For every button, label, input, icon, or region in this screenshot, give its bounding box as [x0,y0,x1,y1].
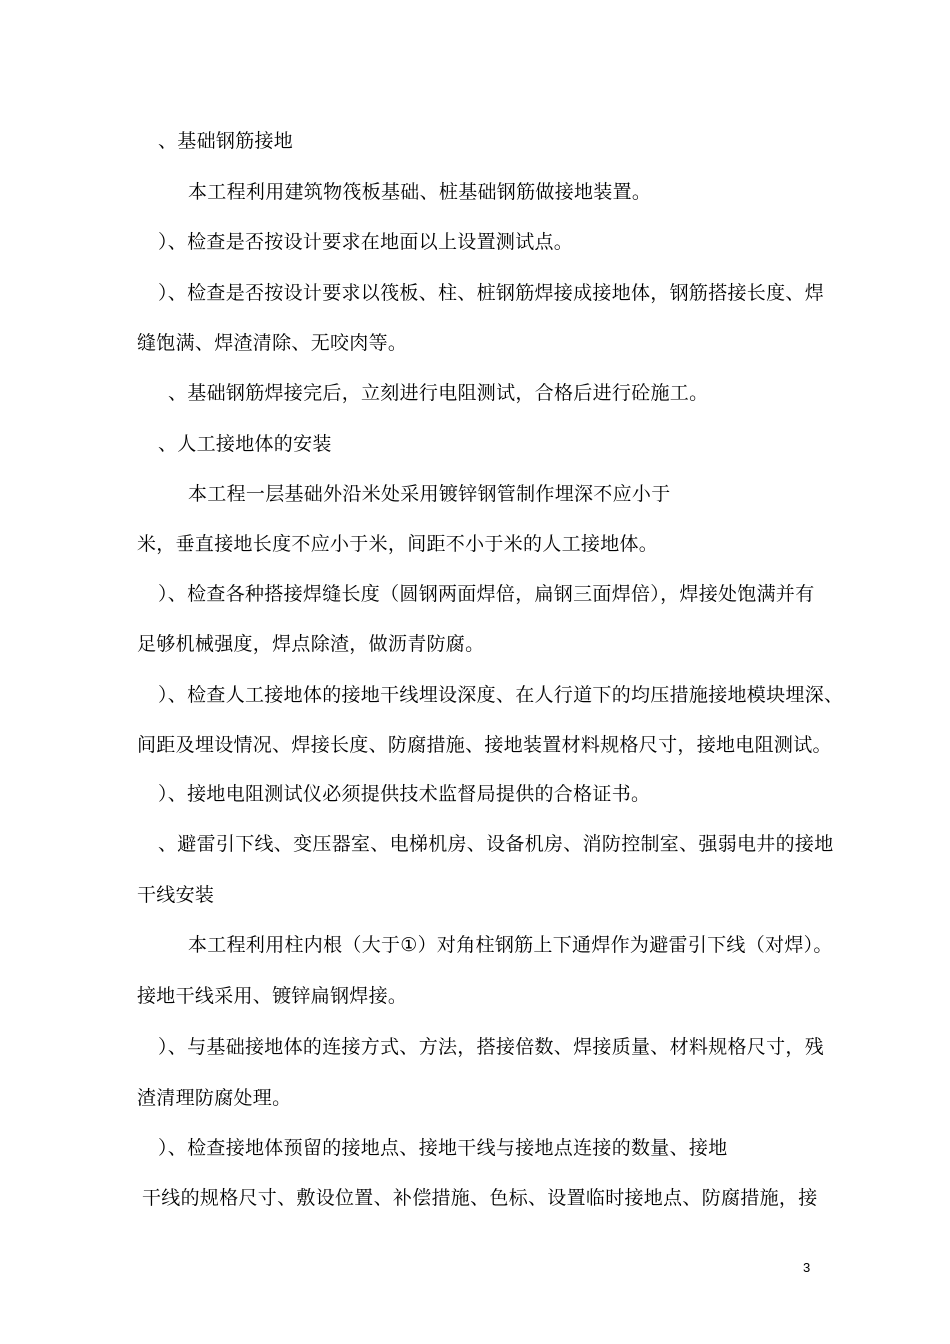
text-line-5: 缝饱满、焊渣清除、无咬肉等。 [137,332,408,354]
text-line-7: 、人工接地体的安装 [158,433,332,455]
text-line-12: ）、检查人工接地体的接地干线埋设深度、在人行道下的均压措施接地模块埋深、 [158,684,844,706]
text-line-4: ）、检查是否按设计要求以筏板、柱、桩钢筋焊接成接地体，钢筋搭接长度、焊 [158,282,825,304]
text-line-20: 渣清理防腐处理。 [137,1087,292,1109]
text-line-14: ）、接地电阻测试仪必须提供技术监督局提供的合格证书。 [158,783,651,805]
text-line-9: 米，垂直接地长度不应小于米，间距不小于米的人工接地体。 [137,533,659,555]
text-line-21: ）、检查接地体预留的接地点、接地干线与接地点连接的数量、接地 [158,1137,728,1159]
text-line-13: 间距及埋设情况、焊接长度、防腐措施、接地装置材料规格尺寸，接地电阻测试。 [137,734,832,756]
page-number: 3 [803,1260,811,1275]
text-line-18: 接地干线采用、镀锌扁钢焊接。 [137,985,408,1007]
text-line-2: 本工程利用建筑物筏板基础、桩基础钢筋做接地装置。 [188,181,652,203]
text-line-1: 、基础钢筋接地 [158,130,294,152]
text-line-22: 干线的规格尺寸、敷设位置、补偿措施、色标、设置临时接地点、防腐措施，接 [142,1187,818,1209]
text-line-10: ）、检查各种搭接焊缝长度（圆钢两面焊倍，扁钢三面焊倍），焊接处饱满并有 [158,583,815,605]
text-line-3: ）、检查是否按设计要求在地面以上设置测试点。 [158,231,574,253]
text-line-15: 、避雷引下线、变压器室、电梯机房、设备机房、消防控制室、强弱电井的接地 [158,833,834,855]
text-line-16: 干线安装 [137,884,215,906]
text-line-8: 本工程一层基础外沿米处采用镀锌钢管制作埋深不应小于 [188,483,671,505]
text-line-19: ）、与基础接地体的连接方式、方法，搭接倍数、焊接质量、材料规格尺寸，残 [158,1036,825,1058]
text-line-6: 、基础钢筋焊接完后，立刻进行电阻测试，合格后进行砼施工。 [168,382,709,404]
text-line-17: 本工程利用柱内根（大于①）对角柱钢筋上下通焊作为避雷引下线（对焊）。 [188,934,833,956]
text-line-11: 足够机械强度，焊点除渣，做沥青防腐。 [137,633,485,655]
